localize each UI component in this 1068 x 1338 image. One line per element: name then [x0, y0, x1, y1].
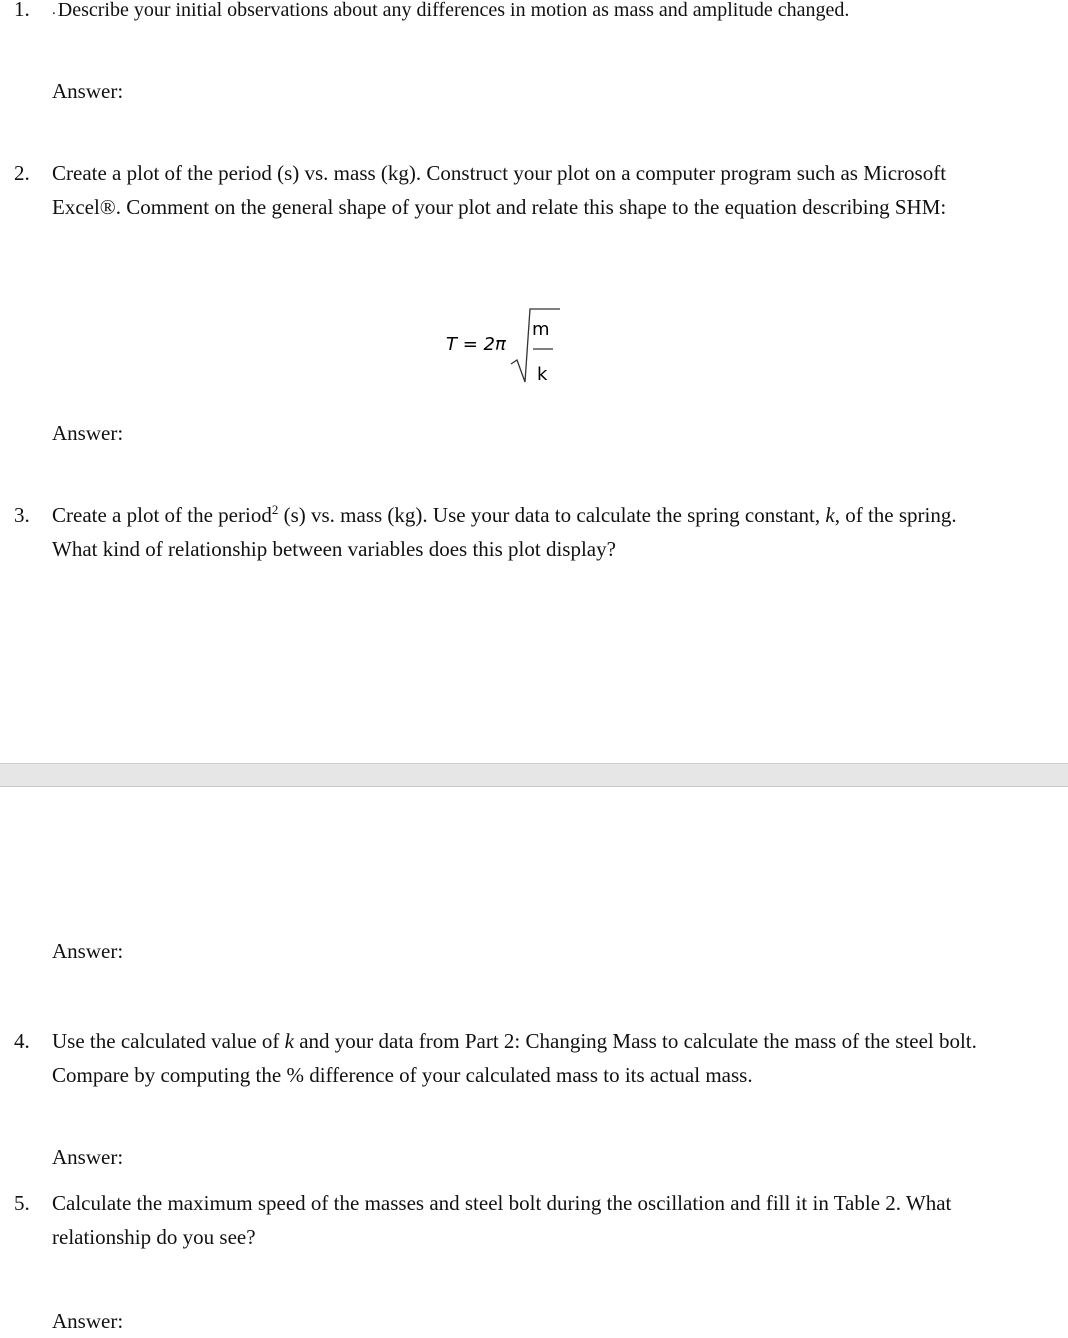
shm-period-formula	[440, 304, 570, 388]
formula-numerator: m	[532, 319, 550, 340]
question-5-answer-label: Answer:	[52, 1309, 124, 1333]
question-2-text: Create a plot of the period (s) vs. mass (kg). Construct your plot on a computer program such as Microsoft Excel®. Comment on the general shape of your plot and relate this shape to the equation describing SHM:	[52, 161, 947, 219]
question-3-text-part-a: Create a plot of the period	[52, 503, 272, 527]
question-1-answer-label: Answer:	[52, 79, 124, 103]
formula-lhs: T = 2π	[446, 334, 506, 355]
question-4-text	[52, 1024, 992, 1092]
question-4-text-part-b: and your data from Part 2: Changing Mass to calculate the mass of the steel bolt. Compare by computing the % difference of your calculated mass to its actual mass.	[52, 1029, 977, 1087]
formula-denominator: k	[537, 364, 548, 385]
question-4-k-symbol: k	[284, 1029, 294, 1053]
page-divider	[0, 763, 1068, 787]
question-4-answer-label: Answer:	[52, 1145, 124, 1169]
question-4-text-part-a: Use the calculated value of	[52, 1029, 285, 1053]
question-3-text-part-c: , of the spring. What kind of relationship between variables does this plot display?	[52, 503, 957, 561]
question-3-k-symbol: k	[825, 503, 835, 527]
question-5-text: Calculate the maximum speed of the masses and steel bolt during the oscillation and fill it in Table 2. What relationship do you see?	[52, 1191, 952, 1249]
question-3-superscript: 2	[271, 502, 279, 517]
question-3-text-part-b: (s) vs. mass (kg). Use your data to calculate the spring constant,	[278, 503, 826, 527]
question-4-number: 4.	[14, 1029, 30, 1053]
question-3-number: 3.	[14, 503, 30, 527]
question-3-answer-label: Answer:	[52, 939, 124, 963]
question-3-text	[52, 498, 992, 566]
question-1-number: 1.	[14, 0, 30, 21]
question-1-text	[52, 0, 849, 20]
question-2-number: 2.	[14, 161, 30, 185]
question-1-prefix: .	[52, 2, 56, 18]
question-5-number: 5.	[14, 1191, 30, 1215]
question-1-body: Describe your initial observations about any differences in motion as mass and amplitude changed.	[57, 0, 850, 21]
question-2-answer-label: Answer:	[52, 421, 124, 445]
